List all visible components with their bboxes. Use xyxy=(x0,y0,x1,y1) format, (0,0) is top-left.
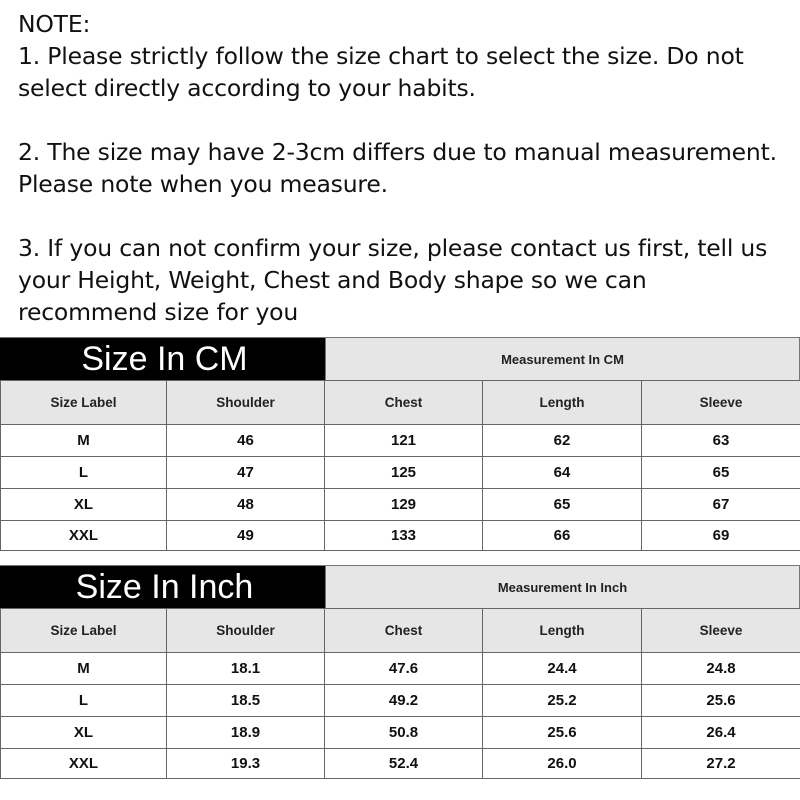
table-cell: 65 xyxy=(483,489,642,521)
table-cell: 24.8 xyxy=(642,653,800,685)
column-header: Size Label xyxy=(1,609,167,653)
table-cell: 25.6 xyxy=(483,717,642,749)
table-header-bar xyxy=(0,565,800,608)
table-cell: 25.2 xyxy=(483,685,642,717)
table-cell: 133 xyxy=(325,521,483,551)
table-cell: 46 xyxy=(167,425,325,457)
note-line: recommend size for you xyxy=(18,298,299,326)
note-item-2 xyxy=(18,136,798,200)
note-item-1 xyxy=(18,40,798,104)
column-header: Chest xyxy=(325,609,483,653)
table-cell: 65 xyxy=(642,457,800,489)
table-cell: 18.9 xyxy=(167,717,325,749)
column-header: Shoulder xyxy=(167,381,325,425)
table-cell: 67 xyxy=(642,489,800,521)
header-row xyxy=(1,381,800,425)
table-cell: 63 xyxy=(642,425,800,457)
note-item-3 xyxy=(18,232,798,328)
note-line: 3. If you can not confirm your size, please contact us first, tell us xyxy=(18,234,768,262)
table-cell: XXL xyxy=(1,749,167,779)
table-cell: 125 xyxy=(325,457,483,489)
table-row xyxy=(1,685,800,717)
header-row xyxy=(1,609,800,653)
column-header: Shoulder xyxy=(167,609,325,653)
note-heading: NOTE: xyxy=(18,10,91,38)
table-cell: 27.2 xyxy=(642,749,800,779)
table-cell: 47.6 xyxy=(325,653,483,685)
table-cell: XL xyxy=(1,717,167,749)
table-cell: L xyxy=(1,685,167,717)
table-cell: L xyxy=(1,457,167,489)
note-line: select directly according to your habits. xyxy=(18,74,476,102)
measurement-title: Measurement In Inch xyxy=(325,566,799,608)
table-row xyxy=(1,653,800,685)
table-cell: XXL xyxy=(1,521,167,551)
table-row xyxy=(1,749,800,779)
size-table xyxy=(0,608,800,779)
table-cell: 121 xyxy=(325,425,483,457)
size-notes xyxy=(18,8,798,360)
table-cell: 52.4 xyxy=(325,749,483,779)
table-cell: 69 xyxy=(642,521,800,551)
table-cell: 18.5 xyxy=(167,685,325,717)
table-cell: 50.8 xyxy=(325,717,483,749)
table-cell: M xyxy=(1,653,167,685)
column-header: Chest xyxy=(325,381,483,425)
table-cell: 26.4 xyxy=(642,717,800,749)
table-cell: 49 xyxy=(167,521,325,551)
table-cell: 18.1 xyxy=(167,653,325,685)
table-cell: 62 xyxy=(483,425,642,457)
table-cell: 64 xyxy=(483,457,642,489)
column-header: Size Label xyxy=(1,381,167,425)
table-cell: 49.2 xyxy=(325,685,483,717)
column-header: Sleeve xyxy=(642,609,800,653)
size-chart-cm xyxy=(0,337,800,551)
note-line: 1. Please strictly follow the size chart to select the size. Do not xyxy=(18,42,744,70)
measurement-title: Measurement In CM xyxy=(325,338,799,380)
table-cell: 47 xyxy=(167,457,325,489)
table-cell: 129 xyxy=(325,489,483,521)
table-row xyxy=(1,457,800,489)
note-line: Please note when you measure. xyxy=(18,170,388,198)
table-row xyxy=(1,521,800,551)
size-table xyxy=(0,380,800,551)
table-header-bar xyxy=(0,337,800,380)
table-cell: 26.0 xyxy=(483,749,642,779)
table-cell: 19.3 xyxy=(167,749,325,779)
size-title: Size In CM xyxy=(0,338,325,380)
table-cell: XL xyxy=(1,489,167,521)
table-cell: 24.4 xyxy=(483,653,642,685)
table-row xyxy=(1,425,800,457)
table-cell: M xyxy=(1,425,167,457)
column-header: Length xyxy=(483,381,642,425)
table-cell: 48 xyxy=(167,489,325,521)
table-cell: 66 xyxy=(483,521,642,551)
size-title: Size In Inch xyxy=(0,566,325,608)
table-row xyxy=(1,717,800,749)
column-header: Length xyxy=(483,609,642,653)
note-line: 2. The size may have 2-3cm differs due to manual measurement. xyxy=(18,138,777,166)
table-row xyxy=(1,489,800,521)
size-chart-inch xyxy=(0,565,800,779)
note-line: your Height, Weight, Chest and Body shape so we can xyxy=(18,266,647,294)
column-header: Sleeve xyxy=(642,381,800,425)
table-cell: 25.6 xyxy=(642,685,800,717)
